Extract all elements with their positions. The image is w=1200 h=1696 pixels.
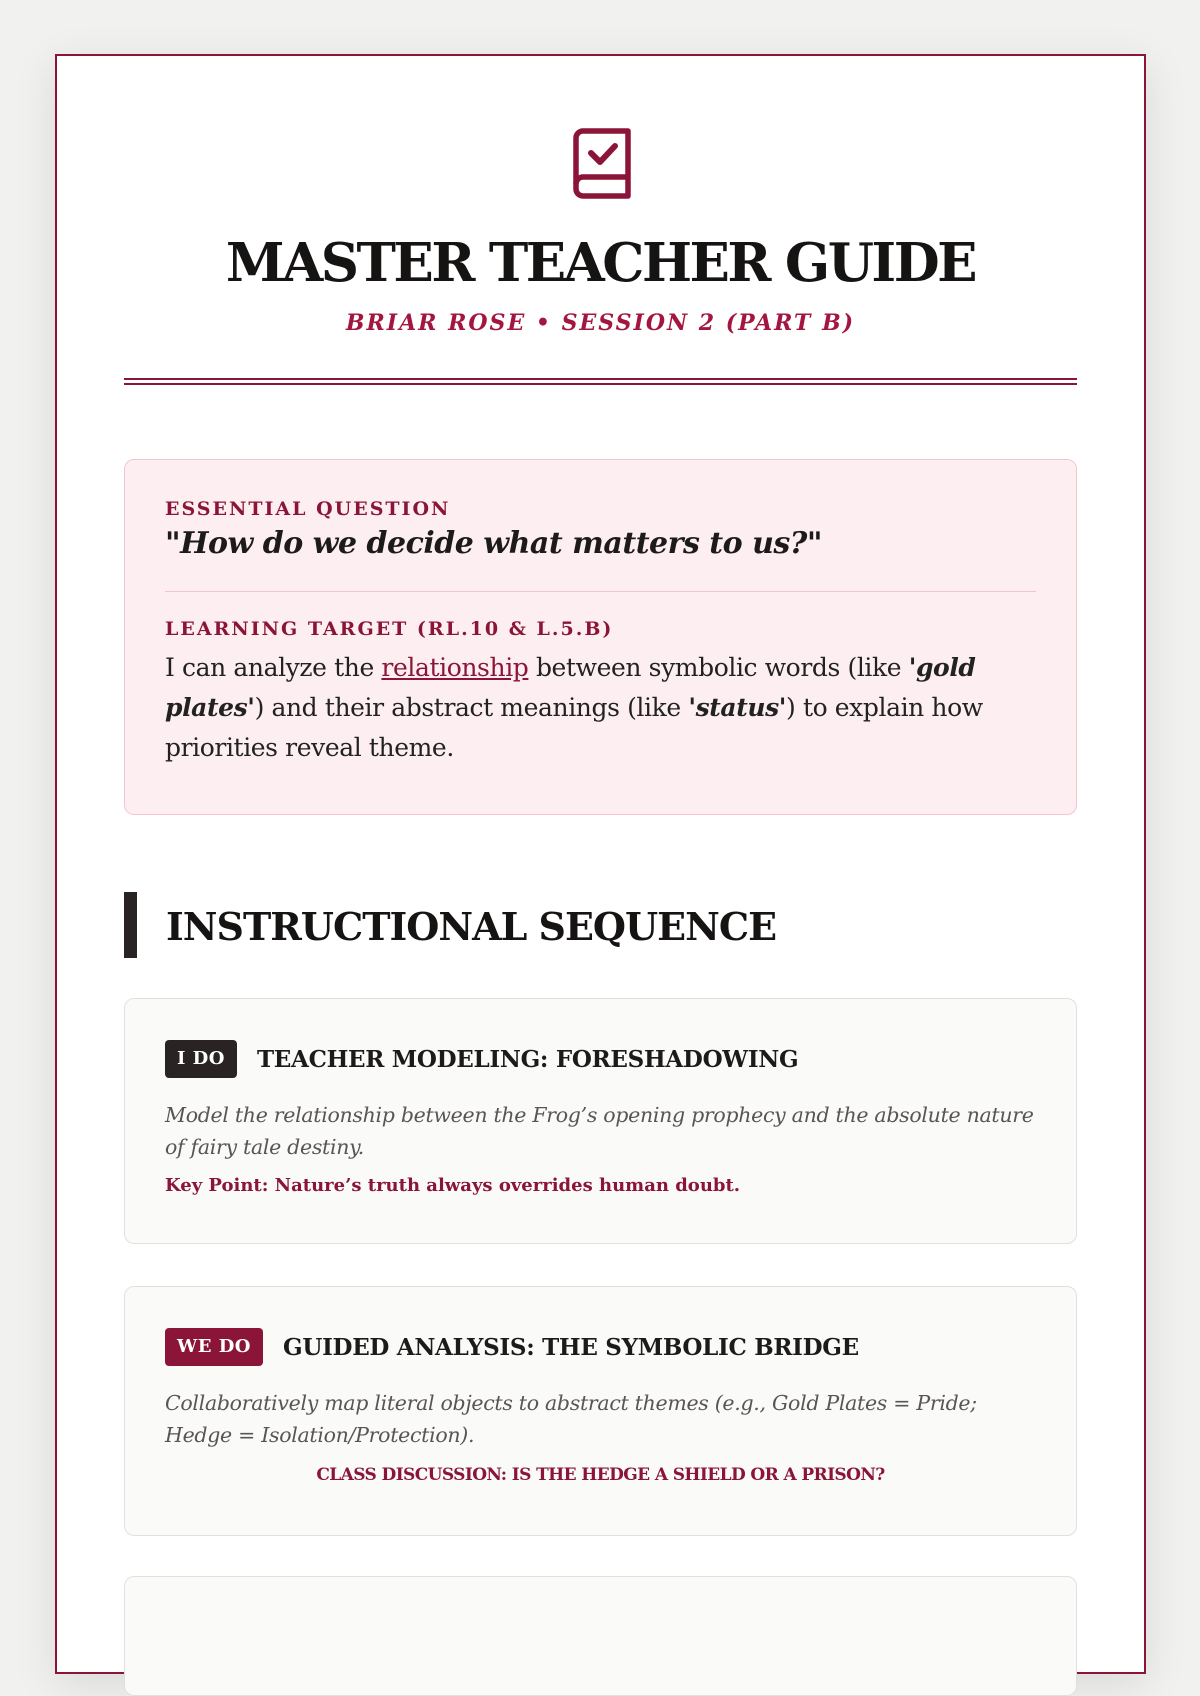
- we-do-card: [124, 1286, 1077, 1536]
- page-title: MASTER TEACHER GUIDE: [225, 232, 976, 294]
- essential-question-label: ESSENTIAL QUESTION: [165, 498, 451, 520]
- box-divider: [165, 591, 1036, 592]
- lt-text-part: ) and their abstract meanings (like: [254, 693, 689, 722]
- guide-page: [55, 54, 1146, 1674]
- card-description: Model the relationship between the Frog’s opening prophecy and the absolute nature of fairy tale destiny.: [165, 1103, 1034, 1159]
- essential-question-box: [124, 459, 1077, 815]
- page-subtitle: BRIAR ROSE • SESSION 2 (PART B): [345, 310, 856, 336]
- abstract-term: 'status': [688, 693, 787, 722]
- book-check-icon: [571, 126, 635, 202]
- card-title: TEACHER MODELING: FORESHADOWING: [256, 1045, 799, 1073]
- relationship-link[interactable]: relationship: [381, 653, 529, 682]
- section-accent-bar: [124, 892, 137, 958]
- lt-text-part: I can analyze the: [165, 653, 382, 682]
- card-header: [165, 1039, 1036, 1079]
- i-do-badge: I DO: [165, 1040, 237, 1078]
- learning-target-text: [165, 648, 1036, 768]
- header-divider: [124, 378, 1077, 385]
- discussion-prompt: CLASS DISCUSSION: IS THE HEDGE A SHIELD OR A PRISON?: [316, 1465, 885, 1485]
- next-step-card: [124, 1576, 1077, 1696]
- key-point: Key Point: Nature’s truth always overrides human doubt.: [165, 1175, 741, 1196]
- card-description: Collaboratively map literal objects to abstract themes (e.g., Gold Plates = Pride; Hedge = Isolation/Protection).: [165, 1391, 977, 1447]
- lt-text-part: between symbolic words (like: [528, 653, 909, 682]
- lt-text-part: ) to explain how priorities reveal theme.: [165, 693, 983, 762]
- essential-question-text: "How do we decide what matters to us?": [165, 526, 822, 561]
- we-do-badge: WE DO: [165, 1328, 263, 1366]
- card-title: GUIDED ANALYSIS: THE SYMBOLIC BRIDGE: [283, 1333, 859, 1361]
- card-header: [165, 1327, 1036, 1367]
- symbolic-term: 'gold plates': [165, 653, 976, 722]
- i-do-card: [124, 998, 1077, 1244]
- learning-target-label: LEARNING TARGET (RL.10 & L.5.B): [165, 618, 614, 640]
- section-title: INSTRUCTIONAL SEQUENCE: [166, 904, 777, 949]
